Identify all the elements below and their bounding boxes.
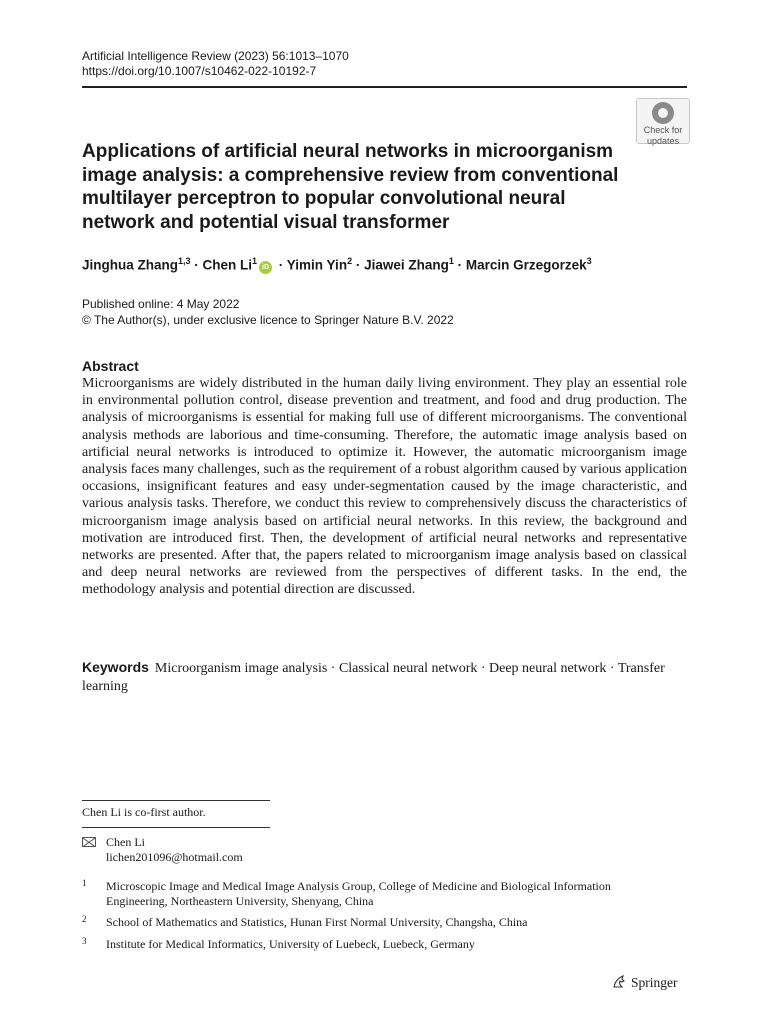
journal-header	[82, 49, 349, 79]
abstract-text: Microorganisms are widely distributed in the human daily living environment. They play an essential role in environmental pollution control, disease prevention and treatment, and food and drug production. The analysis of microorganisms is essential for making full use of different microorganisms. The conventional analysis methods are laborious and time-consuming. Therefore, the automatic image analysis based on artificial neural networks is introduced to optimize it. However, the automatic microorganism image analysis faces many challenges, such as the requirement of a robust algorithm caused by various application occasions, insignificant features and easy under-segmentation caused by the image characteristic, and various analysis tasks. Therefore, we conduct this review to comprehensively discuss the characteristics of microorganism image analysis based on artificial neural networks. In this review, the background and motivation are introduced first. Then, the development of artificial neural networks and representative networks are presented. After that, the papers related to microorganism image analysis based on classical and deep neural networks are reviewed from the perspectives of different tasks. In the end, the methodology analysis and potential direction are discussed.	[82, 376, 687, 598]
author-name[interactable]: Marcin Grzegorzek	[465, 257, 587, 273]
affiliation-text: Microscopic Image and Medical Image Analysis Group, College of Medicine and Biological Information Engineering, Northeastern University, Shenyang, China	[106, 879, 611, 908]
journal-citation: Artificial Intelligence Review (2023) 56:1013–1070	[82, 49, 349, 63]
corresponding-author	[106, 835, 243, 865]
publisher-name: Springer	[631, 975, 678, 990]
contact-name: Chen Li	[106, 835, 145, 849]
footnote-rule	[82, 800, 270, 801]
check-updates-icon	[652, 102, 674, 124]
keywords-list: Microorganism image analysis · Classical neural network · Deep neural network · Transfer learning	[82, 661, 665, 694]
badge-line-2: updates	[646, 136, 680, 146]
published-date: Published online: 4 May 2022	[82, 297, 240, 311]
affiliation-text: Institute for Medical Informatics, University of Luebeck, Luebeck, Germany	[106, 937, 475, 951]
doi-link[interactable]: https://doi.org/10.1007/s10462-022-10192-7	[82, 64, 317, 78]
author-name[interactable]: Jiawei Zhang	[364, 257, 449, 273]
springer-horse-icon	[612, 975, 626, 989]
author-affiliation: 2	[347, 256, 353, 266]
orcid-icon[interactable]: iD	[259, 261, 272, 274]
author-name[interactable]: Yimin Yin	[286, 257, 348, 273]
contact-rule	[82, 827, 270, 828]
author-affiliation: 1,3	[178, 256, 191, 266]
author-name[interactable]: Chen Li	[202, 257, 253, 273]
author-list: Jinghua Zhang$^{1,3}$ · Chen $Li^1iD \cdot Yimin$ Yin$^2$ · Jiawei Zhang$^1$ · Marcin Grzegorzek$^3$	[82, 256, 592, 273]
copyright-notice: © The Author(s), under exclusive licence to Springer Nature B.V. 2022	[82, 312, 454, 327]
check-for-updates-badge[interactable]	[636, 98, 690, 144]
publication-info	[82, 297, 454, 328]
header-rule	[82, 86, 687, 88]
contact-email[interactable]: lichen201096@hotmail.com	[106, 850, 243, 864]
co-author-footnote: Chen Li is co-first author.	[82, 805, 206, 819]
affiliation-number: 3	[82, 936, 87, 946]
badge-line-1: Check for	[643, 125, 683, 135]
affiliation-number: 1	[82, 878, 87, 888]
envelope-icon	[82, 837, 96, 847]
author-name[interactable]: Jinghua Zhang	[82, 257, 178, 273]
author-affiliation: 1	[448, 256, 454, 266]
affiliation-number: 2	[82, 914, 87, 924]
keywords-section	[82, 658, 687, 696]
abstract-heading: Abstract	[82, 358, 139, 374]
author-affiliation: 3	[586, 256, 592, 266]
paper-title: Applications of artificial neural networks in microorganism image analysis: a comprehensive review from conventional multilayer perceptron to popular convolutional neural network and potential visual transformer	[82, 141, 619, 233]
publisher-logo	[612, 975, 678, 991]
affiliation-text: School of Mathematics and Statistics, Hunan First Normal University, Changsha, China	[106, 915, 528, 929]
author-affiliation: 1	[252, 256, 258, 266]
keywords-heading: Keywords	[82, 659, 149, 675]
